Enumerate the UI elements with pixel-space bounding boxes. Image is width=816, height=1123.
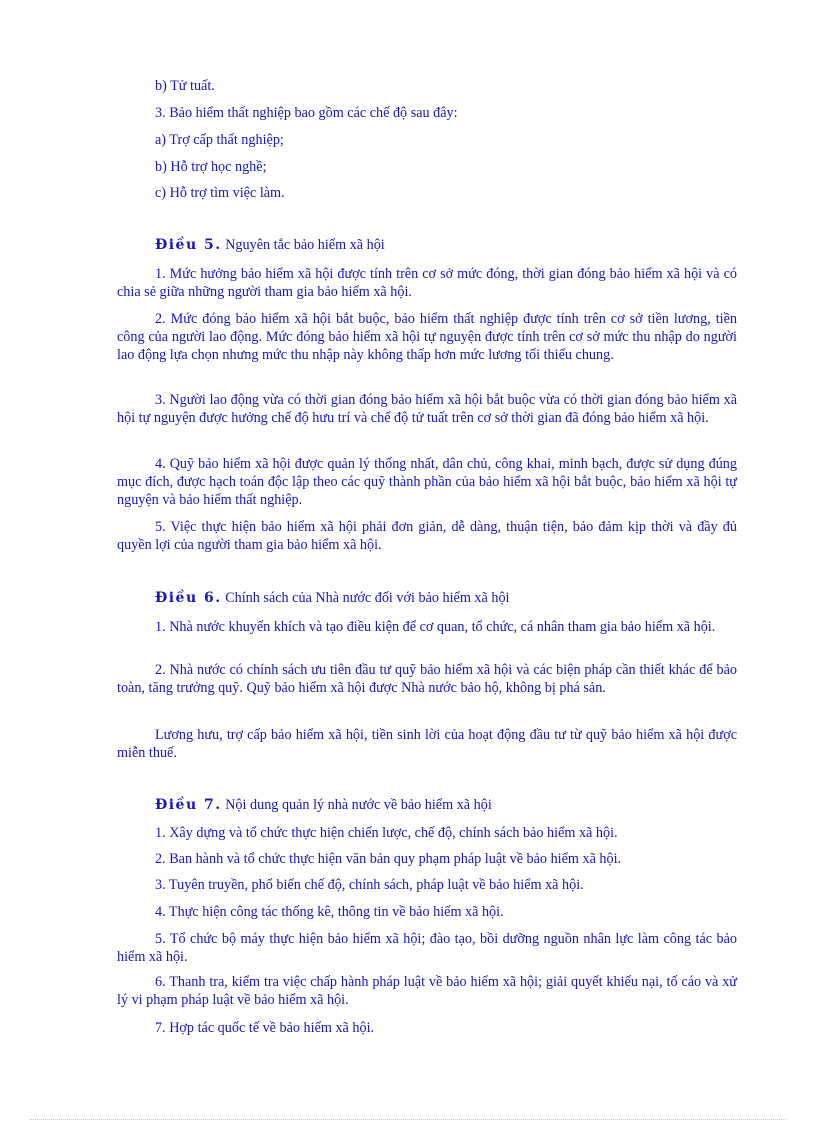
article-6-title: Chính sách của Nhà nước đối với bảo hiểm xã hội <box>225 590 510 606</box>
list-item-survivorship: b) Tử tuất. <box>155 78 215 94</box>
article-5-title: Nguyên tắc bảo hiểm xã hội <box>225 237 385 253</box>
list-item-vocational-support: b) Hỗ trợ học nghề; <box>155 159 267 175</box>
article-5-paragraph-1: 1. Mức hưởng bảo hiểm xã hội được tính trên cơ sở mức đóng, thời gian đóng bảo hiểm xã hội và có chia sẻ giữa những người tham gia bảo hiểm xã hội. <box>117 266 737 300</box>
list-item-unemployment-allowance: a) Trợ cấp thất nghiệp; <box>155 132 284 148</box>
article-6-paragraph-1: 1. Nhà nước khuyến khích và tạo điều kiện để cơ quan, tổ chức, cá nhân tham gia bảo hiểm xã hội. <box>155 619 716 635</box>
article-7-label: Điều 7. <box>155 797 222 813</box>
article-5-paragraph-5: 5. Việc thực hiện bảo hiểm xã hội phải đơn giản, dễ dàng, thuận tiện, bảo đảm kịp thời và đầy đủ quyền lợi của người tham gia bảo hiểm xã hội. <box>117 519 737 553</box>
article-6-paragraph-2: 2. Nhà nước có chính sách ưu tiên đầu tư quỹ bảo hiểm xã hội và các biện pháp cần thiết khác để bảo toàn, tăng trưởng quỹ. Quỹ bảo hiểm xã hội được Nhà nước bảo hộ, không bị phá sản. <box>117 662 737 696</box>
article-5-paragraph-4: 4. Quỹ bảo hiểm xã hội được quản lý thống nhất, dân chủ, công khai, minh bạch, được sử dụng đúng mục đích, được hạch toán độc lập theo các quỹ thành phần của bảo hiểm xã hội bắt buộc, bảo hiểm xã hội tự nguyện và bảo hiểm thất nghiệp. <box>117 456 737 508</box>
article-7-paragraph-5: 5. Tổ chức bộ máy thực hiện bảo hiểm xã hội; đào tạo, bồi dưỡng nguồn nhân lực làm công tác bảo hiểm xã hội. <box>117 931 737 965</box>
article-5-heading <box>155 236 385 254</box>
article-7-paragraph-4: 4. Thực hiện công tác thống kê, thông tin về bảo hiểm xã hội. <box>155 904 504 920</box>
article-5-label: Điều 5. <box>155 237 222 253</box>
article-7-title: Nội dung quản lý nhà nước về bảo hiểm xã hội <box>225 797 492 813</box>
article-5-paragraph-3: 3. Người lao động vừa có thời gian đóng bảo hiểm xã hội bắt buộc vừa có thời gian đóng bảo hiểm xã hội tự nguyện được hưởng chế độ hưu trí và chế độ tử tuất trên cơ sở thời gian đã đóng bảo hiểm xã hội. <box>117 392 737 426</box>
list-item-unemployment-insurance: 3. Bảo hiểm thất nghiệp bao gồm các chế độ sau đây: <box>155 105 458 121</box>
article-5-paragraph-2: 2. Mức đóng bảo hiểm xã hội bắt buộc, bảo hiểm thất nghiệp được tính trên cơ sở tiền lương, tiền công của người lao động. Mức đóng bảo hiểm xã hội tự nguyện được tính trên cơ sở mức thu nhập do người lao động lựa chọn nhưng mức thu nhập này không thấp hơn mức lương tối thiểu chung. <box>117 311 737 363</box>
article-7-paragraph-1: 1. Xây dựng và tổ chức thực hiện chiến lược, chế độ, chính sách bảo hiểm xã hội. <box>155 825 618 841</box>
list-item-job-search-support: c) Hỗ trợ tìm việc làm. <box>155 185 285 201</box>
article-7-paragraph-2: 2. Ban hành và tổ chức thực hiện văn bản quy phạm pháp luật về bảo hiểm xã hội. <box>155 851 622 867</box>
article-7-paragraph-3: 3. Tuyên truyền, phổ biến chế độ, chính sách, pháp luật về bảo hiểm xã hội. <box>155 877 584 893</box>
article-6-heading <box>155 589 510 607</box>
article-7-paragraph-6: 6. Thanh tra, kiểm tra việc chấp hành pháp luật về bảo hiểm xã hội; giải quyết khiếu nại, tố cáo và xử lý vi phạm pháp luật về bảo hiểm xã hội. <box>117 974 737 1008</box>
article-6-label: Điều 6. <box>155 590 222 606</box>
article-6-paragraph-3: Lương hưu, trợ cấp bảo hiểm xã hội, tiền sinh lời của hoạt động đầu tư từ quỹ bảo hiểm xã hội được miễn thuế. <box>117 727 737 761</box>
article-7-heading <box>155 796 492 814</box>
article-7-paragraph-7: 7. Hợp tác quốc tế về bảo hiểm xã hội. <box>155 1020 375 1036</box>
page-bottom-divider <box>30 1119 786 1120</box>
